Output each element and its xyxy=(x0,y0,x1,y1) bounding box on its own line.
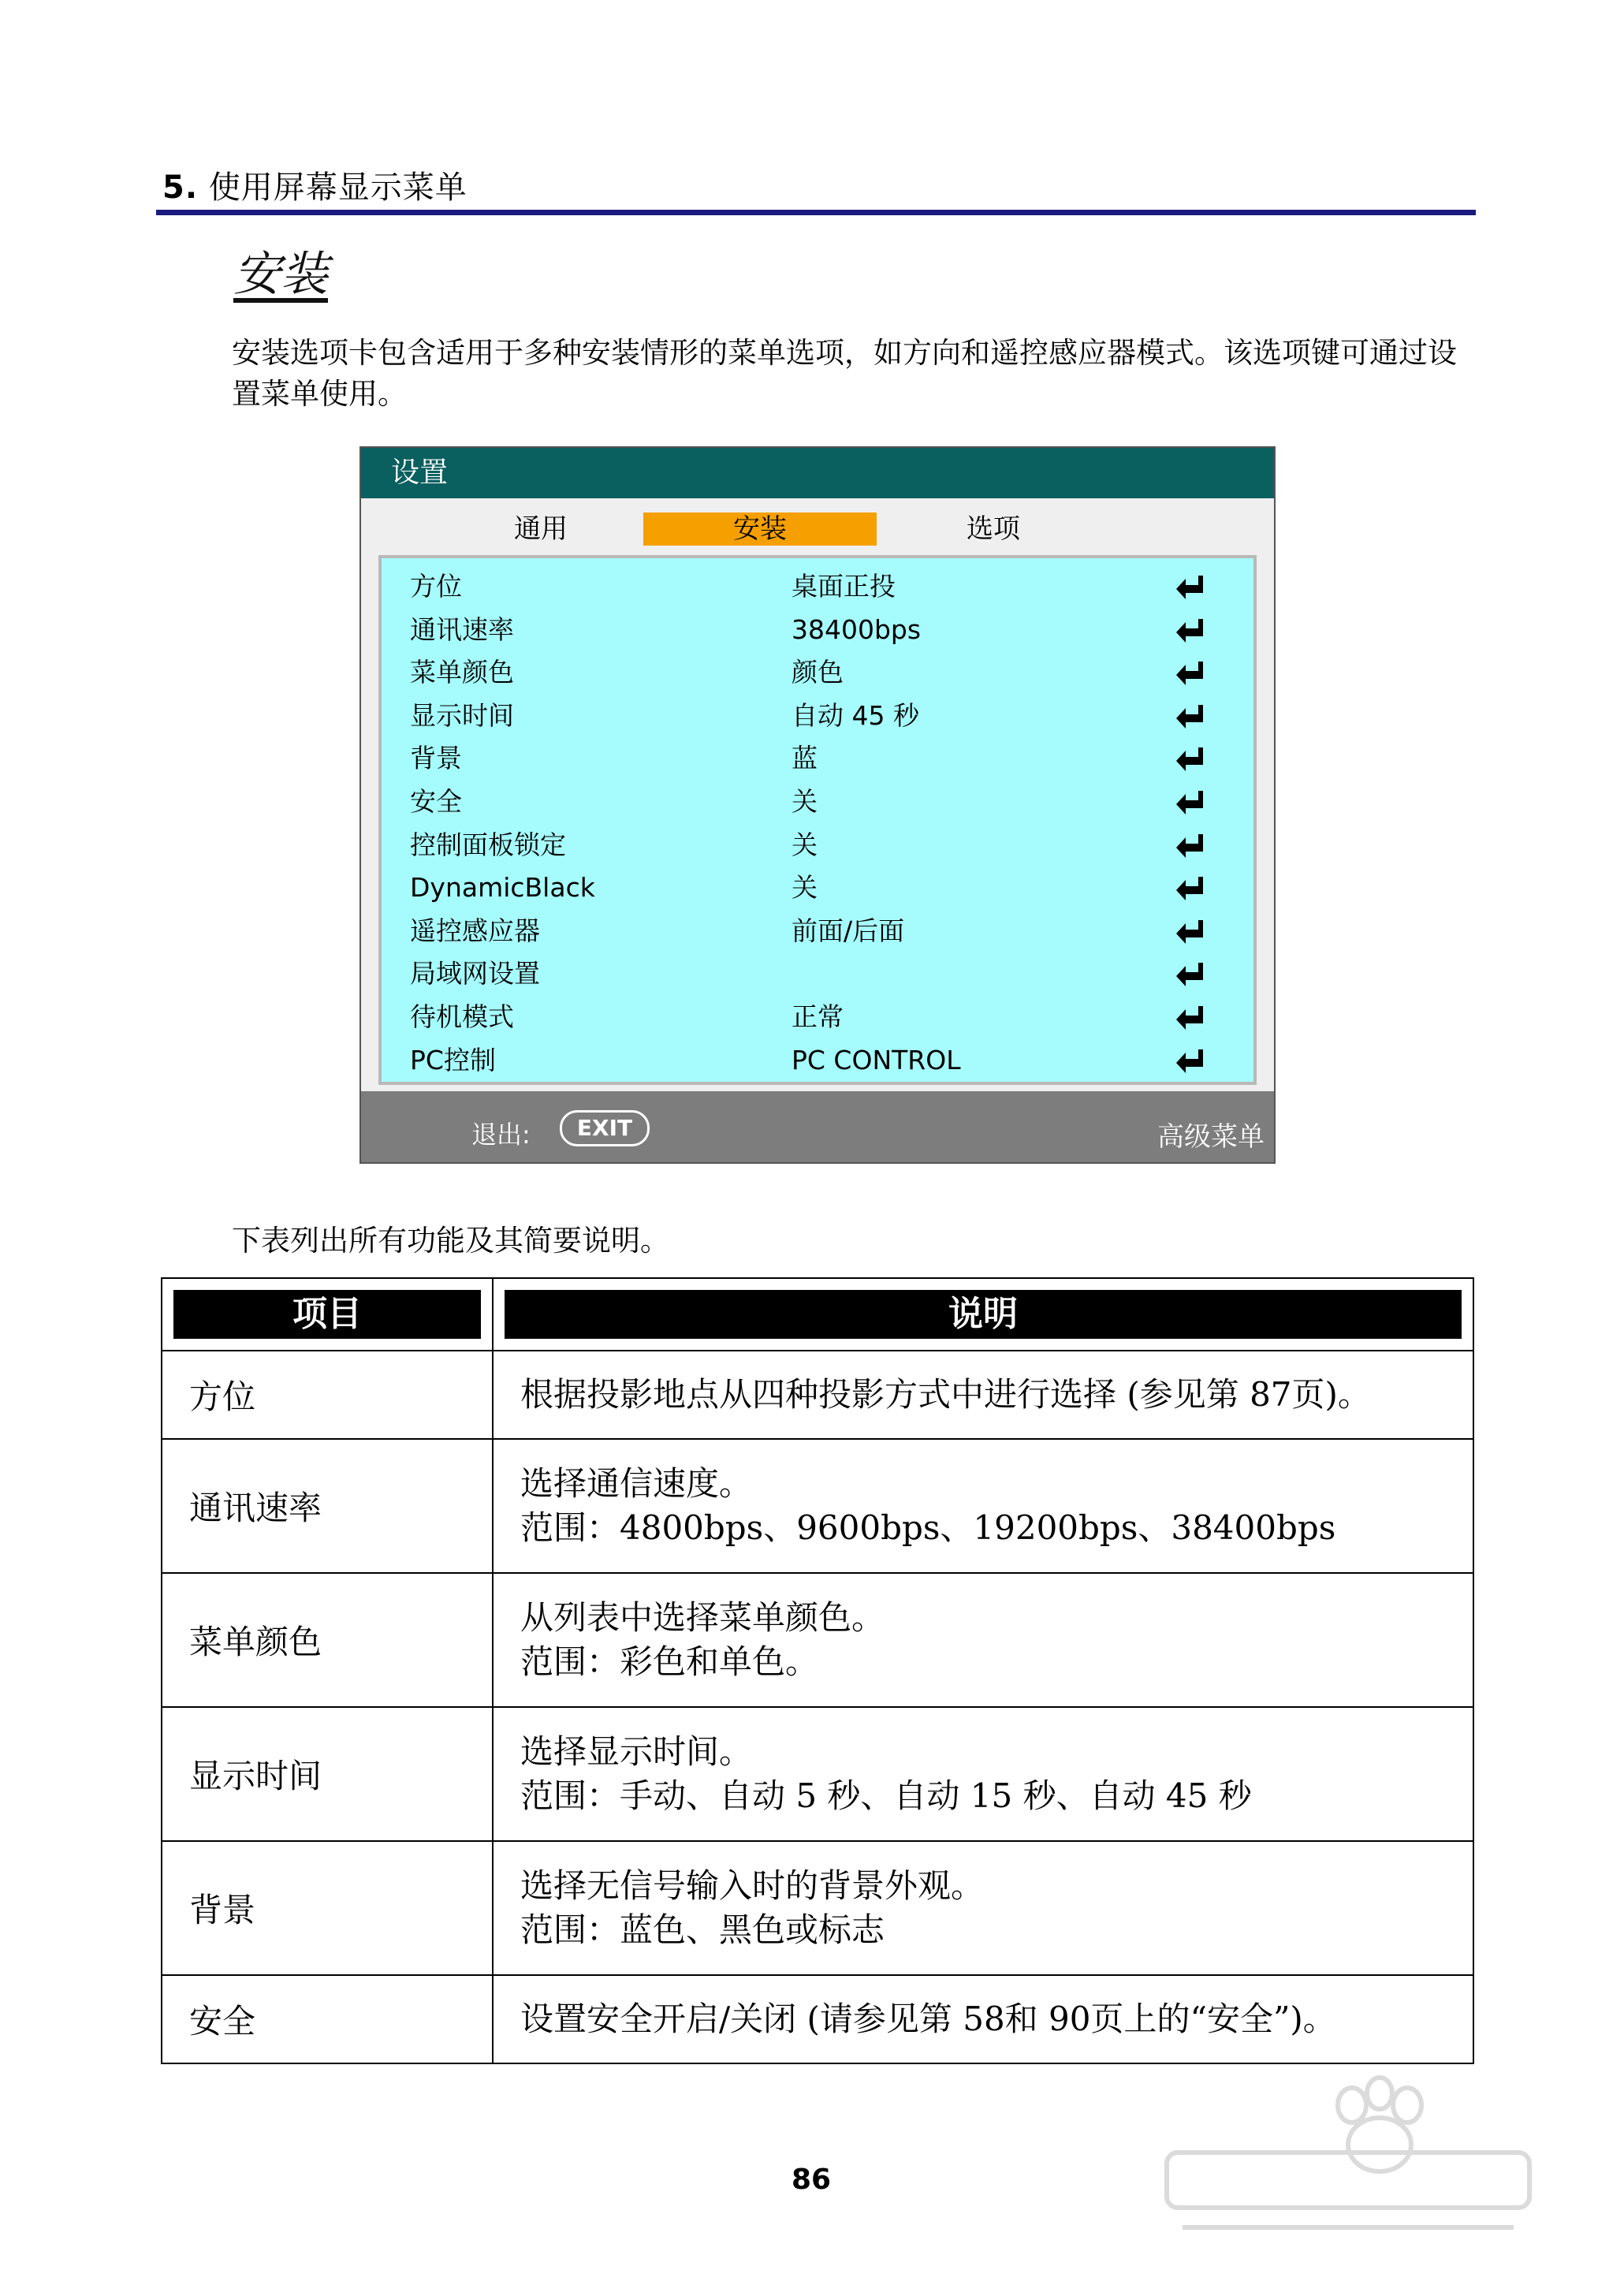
osd-row[interactable] xyxy=(382,911,1253,952)
osd-row-value: 前面/后面 xyxy=(792,915,905,946)
osd-row-label: 背景 xyxy=(410,743,462,774)
desc-line: 范围：彩色和单色。 xyxy=(520,1642,819,1681)
header-description: 说明 xyxy=(505,1290,1462,1339)
enter-icon[interactable] xyxy=(1175,833,1206,859)
table-row xyxy=(162,1841,1473,1975)
description-cell xyxy=(493,1573,1473,1707)
osd-footer xyxy=(361,1091,1274,1162)
description-cell xyxy=(493,1975,1473,2063)
section-title xyxy=(162,162,467,207)
enter-icon[interactable] xyxy=(1175,919,1206,945)
osd-row-label: PC控制 xyxy=(410,1044,496,1075)
table-row xyxy=(162,1351,1473,1439)
description-cell xyxy=(493,1707,1473,1841)
osd-title-bar xyxy=(361,448,1274,498)
exit-button[interactable]: EXIT xyxy=(560,1110,650,1146)
osd-row[interactable] xyxy=(382,695,1253,736)
enter-icon[interactable] xyxy=(1175,660,1206,687)
page-subtitle: 安装 xyxy=(233,247,328,302)
osd-row-label: DynamicBlack xyxy=(410,872,595,904)
tab-installation[interactable]: 安装 xyxy=(643,512,877,546)
osd-row-value: 38400bps xyxy=(792,613,922,645)
osd-row-label: 遥控感应器 xyxy=(410,915,540,946)
enter-icon[interactable] xyxy=(1175,789,1206,816)
osd-row[interactable] xyxy=(382,953,1253,994)
osd-row-label: 待机模式 xyxy=(410,1001,514,1032)
description-cell xyxy=(493,1841,1473,1975)
baidu-watermark xyxy=(1151,2058,1545,2255)
header-cell-item xyxy=(162,1278,493,1351)
osd-row[interactable] xyxy=(382,781,1253,822)
header-cell-desc xyxy=(493,1278,1473,1351)
osd-row-label: 通讯速率 xyxy=(410,613,514,645)
desc-line: 选择无信号输入时的背景外观。 xyxy=(520,1866,985,1905)
osd-row-value: 正常 xyxy=(792,1001,844,1032)
osd-row-value: 颜色 xyxy=(792,657,844,688)
advanced-menu-label: 高级菜单 xyxy=(1157,1121,1265,1153)
osd-row[interactable] xyxy=(382,738,1253,779)
description-cell xyxy=(493,1439,1473,1573)
item-cell: 方位 xyxy=(162,1351,493,1439)
desc-line: 选择显示时间。 xyxy=(520,1732,753,1771)
osd-row-label: 方位 xyxy=(410,571,462,602)
osd-row-value: 自动 45 秒 xyxy=(792,699,919,731)
description-table xyxy=(161,1277,1474,2064)
desc-line: 根据投影地点从四种投影方式中进行选择 (参见第 87页)。 xyxy=(520,1375,1371,1414)
osd-row-value: 关 xyxy=(792,786,818,817)
section-title-text: 使用屏幕显示菜单 xyxy=(208,170,467,206)
table-row xyxy=(162,1439,1473,1573)
osd-row-label: 显示时间 xyxy=(410,699,514,731)
item-cell: 菜单颜色 xyxy=(162,1573,493,1707)
table-row xyxy=(162,1975,1473,2063)
desc-line: 设置安全开启/关闭 (请参见第 58和 90页上的“安全”)。 xyxy=(520,2000,1336,2038)
item-cell: 通讯速率 xyxy=(162,1439,493,1573)
desc-line: 范围：4800bps、9600bps、19200bps、38400bps xyxy=(520,1508,1336,1547)
osd-row[interactable] xyxy=(382,1040,1253,1081)
item-cell: 背景 xyxy=(162,1841,493,1975)
enter-icon[interactable] xyxy=(1175,617,1206,644)
description-cell xyxy=(493,1351,1473,1439)
osd-menu xyxy=(359,446,1276,1164)
desc-line: 范围：手动、自动 5 秒、自动 15 秒、自动 45 秒 xyxy=(520,1776,1252,1815)
enter-icon[interactable] xyxy=(1175,574,1206,601)
desc-line: 从列表中选择菜单颜色。 xyxy=(520,1598,885,1637)
enter-icon[interactable] xyxy=(1175,961,1206,988)
desc-line: 范围：蓝色、黑色或标志 xyxy=(520,1910,885,1949)
tab-general[interactable]: 通用 xyxy=(514,513,568,545)
intro-paragraph: 安装选项卡包含适用于多种安装情形的菜单选项，如方向和遥控感应器模式。该选项键可通过设置菜单使用。 xyxy=(232,336,1457,411)
exit-label: 退出: xyxy=(471,1120,531,1150)
header-item: 项目 xyxy=(173,1290,481,1339)
osd-row-value: 关 xyxy=(792,872,818,904)
osd-row-value: 蓝 xyxy=(792,743,818,774)
header-rule xyxy=(156,210,1476,215)
tab-options[interactable]: 选项 xyxy=(967,513,1020,545)
table-intro: 下表列出所有功能及其简要说明。 xyxy=(232,1224,669,1258)
table-row xyxy=(162,1707,1473,1841)
osd-row[interactable] xyxy=(382,566,1253,607)
osd-row[interactable] xyxy=(382,867,1253,908)
table-row xyxy=(162,1573,1473,1707)
item-cell: 显示时间 xyxy=(162,1707,493,1841)
desc-line: 选择通信速度。 xyxy=(520,1464,753,1503)
osd-row-label: 菜单颜色 xyxy=(410,657,514,688)
osd-row[interactable] xyxy=(382,997,1253,1038)
enter-icon[interactable] xyxy=(1175,1048,1206,1075)
section-number: 5. xyxy=(162,170,199,206)
osd-panel xyxy=(378,555,1257,1085)
osd-row-label: 局域网设置 xyxy=(410,958,540,990)
enter-icon[interactable] xyxy=(1175,703,1206,730)
enter-icon[interactable] xyxy=(1175,1004,1206,1031)
page-number: 86 xyxy=(792,2164,832,2196)
enter-icon[interactable] xyxy=(1175,746,1206,773)
osd-row-value: 关 xyxy=(792,829,818,860)
item-cell: 安全 xyxy=(162,1975,493,2063)
enter-icon[interactable] xyxy=(1175,875,1206,902)
osd-title: 设置 xyxy=(391,457,449,489)
osd-row-label: 控制面板锁定 xyxy=(410,829,566,860)
osd-row-value: 桌面正投 xyxy=(792,571,896,602)
osd-row-value: PC CONTROL xyxy=(792,1044,961,1075)
osd-row[interactable] xyxy=(382,652,1253,693)
osd-row-label: 安全 xyxy=(410,786,462,817)
osd-row[interactable] xyxy=(382,609,1253,650)
osd-row[interactable] xyxy=(382,825,1253,866)
